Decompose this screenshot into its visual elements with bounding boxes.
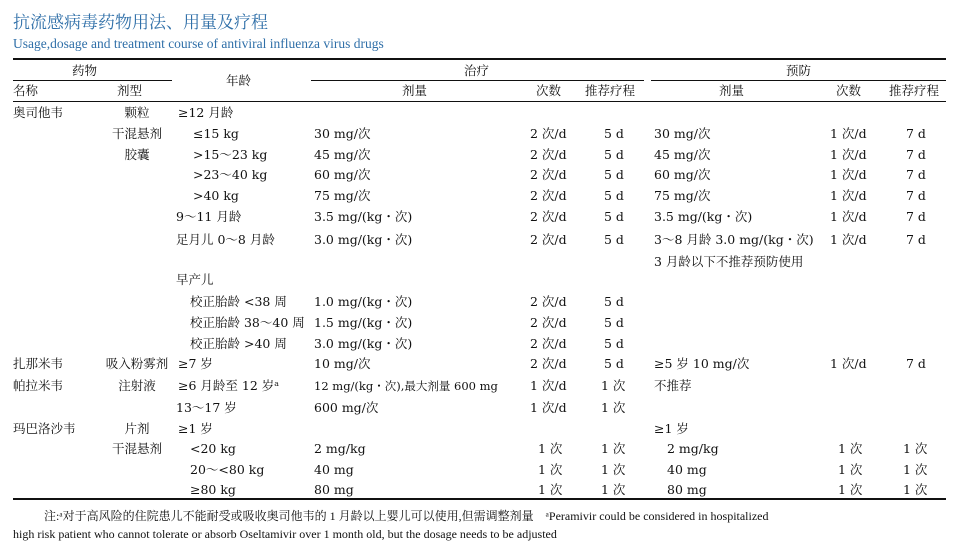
cell-p-freq: 1 次/d [830, 126, 867, 141]
cell-t-dose: 3.5 mg/(kg・次) [314, 209, 413, 224]
cell-age: ≤15 kg [193, 126, 239, 141]
cell-t-dose: 80 mg [314, 482, 354, 497]
cell-t-freq: 2 次/d [530, 188, 567, 203]
table-subtitle: Usage,dosage and treatment course of antiviral influenza virus drugs [13, 36, 384, 51]
header-treatment: 治疗 [464, 63, 490, 78]
cell-t-freq: 1 次/d [530, 378, 567, 393]
bottom-rule [13, 498, 946, 500]
prevention-group-rule [651, 80, 946, 81]
cell-p-freq: 1 次/d [830, 188, 867, 203]
cell-t-course: 5 d [604, 167, 624, 182]
cell-age: 校正胎龄 <38 周 [190, 294, 287, 309]
header-course: 推荐疗程 [585, 83, 636, 98]
cell-p-dose: 75 mg/次 [654, 188, 711, 203]
cell-p-dose: ≥1 岁 [654, 421, 689, 436]
treatment-group-rule [311, 80, 644, 81]
cell-t-freq: 2 次/d [530, 167, 567, 182]
cell-t-dose: 30 mg/次 [314, 126, 371, 141]
cell-t-dose: 45 mg/次 [314, 147, 371, 162]
cell-p-dose: 2 mg/kg [667, 441, 719, 456]
table-title: 抗流感病毒药物用法、用量及疗程 [13, 13, 268, 33]
header-drug: 药物 [72, 63, 98, 78]
cell-name: 帕拉米韦 [13, 378, 64, 393]
cell-t-freq: 1 次 [538, 462, 563, 477]
cell-t-course: 1 次 [601, 462, 626, 477]
cell-form: 颗粒 [124, 105, 150, 120]
cell-p-freq: 1 次 [838, 482, 863, 497]
cell-t-dose: 12 mg/(kg・次),最大剂量 600 mg [314, 379, 498, 393]
cell-t-course: 1 次 [601, 378, 626, 393]
cell-p-dose: 不推荐 [654, 378, 692, 393]
cell-t-course: 5 d [604, 126, 624, 141]
cell-t-freq: 1 次/d [530, 400, 567, 415]
cell-t-course: 1 次 [601, 441, 626, 456]
cell-t-dose: 60 mg/次 [314, 167, 371, 182]
cell-t-freq: 2 次/d [530, 232, 567, 247]
cell-t-course: 1 次 [601, 482, 626, 497]
cell-age: ≥80 kg [190, 482, 236, 497]
cell-age: ≥12 月龄 [178, 105, 234, 120]
cell-p-dose: 3～8 月龄 3.0 mg/(kg・次) [654, 232, 814, 247]
cell-p-course: 7 d [906, 232, 926, 247]
cell-age: >23～40 kg [193, 167, 268, 182]
cell-age: >15～23 kg [193, 147, 268, 162]
cell-age: 校正胎龄 38～40 周 [190, 315, 305, 330]
cell-age: 9～11 月龄 [176, 209, 242, 224]
cell-p-course: 7 d [906, 188, 926, 203]
cell-p-dose: 3.5 mg/(kg・次) [654, 209, 753, 224]
cell-p-dose: 45 mg/次 [654, 147, 711, 162]
drug-group-rule [13, 80, 172, 81]
header-prevention-course: 推荐疗程 [889, 83, 940, 98]
cell-p-dose: 80 mg [667, 482, 707, 497]
cell-name: 玛巴洛沙韦 [13, 421, 76, 436]
header-name: 名称 [13, 83, 39, 98]
cell-form: 片剂 [124, 421, 150, 436]
cell-t-course: 5 d [604, 147, 624, 162]
cell-t-freq: 2 次/d [530, 294, 567, 309]
cell-t-course: 1 次 [601, 400, 626, 415]
cell-p-dose: 60 mg/次 [654, 167, 711, 182]
cell-t-freq: 2 次/d [530, 356, 567, 371]
cell-p-dose: 3 月龄以下不推荐预防使用 [654, 254, 804, 269]
cell-t-course: 5 d [604, 315, 624, 330]
cell-t-course: 5 d [604, 209, 624, 224]
header-dose: 剂量 [402, 83, 428, 98]
cell-t-course: 5 d [604, 336, 624, 351]
footnote-line-2: high risk patient who cannot tolerate or absorb Oseltamivir over 1 month old, but the dosage needs to be adjusted [13, 527, 557, 541]
header-prevention-freq: 次数 [836, 83, 862, 98]
cell-p-course: 7 d [906, 356, 926, 371]
header-freq: 次数 [536, 83, 562, 98]
cell-t-dose: 2 mg/kg [314, 441, 366, 456]
cell-p-freq: 1 次/d [830, 356, 867, 371]
cell-p-course: 1 次 [903, 482, 928, 497]
cell-p-freq: 1 次 [838, 441, 863, 456]
cell-t-freq: 2 次/d [530, 209, 567, 224]
cell-age: 20～<80 kg [190, 462, 265, 477]
cell-name: 奥司他韦 [13, 105, 64, 120]
cell-t-course: 5 d [604, 188, 624, 203]
cell-t-freq: 2 次/d [530, 336, 567, 351]
cell-form: 注射液 [118, 378, 156, 393]
cell-p-course: 1 次 [903, 441, 928, 456]
cell-p-freq: 1 次/d [830, 147, 867, 162]
header-prevention: 预防 [786, 63, 812, 78]
cell-p-freq: 1 次/d [830, 167, 867, 182]
cell-t-dose: 10 mg/次 [314, 356, 371, 371]
cell-p-dose: 30 mg/次 [654, 126, 711, 141]
cell-t-dose: 75 mg/次 [314, 188, 371, 203]
cell-t-dose: 3.0 mg/(kg・次) [314, 336, 413, 351]
cell-p-dose: ≥5 岁 10 mg/次 [654, 356, 750, 371]
cell-age: <20 kg [190, 441, 236, 456]
cell-form: 干混悬剂 [111, 126, 162, 141]
top-rule [13, 58, 946, 60]
header-rule [13, 101, 946, 102]
cell-p-freq: 1 次/d [830, 209, 867, 224]
cell-age: 校正胎龄 >40 周 [190, 336, 287, 351]
cell-p-course: 1 次 [903, 462, 928, 477]
cell-age: ≥7 岁 [178, 356, 213, 371]
cell-age: 足月儿 0～8 月龄 [176, 232, 275, 247]
cell-t-dose: 1.0 mg/(kg・次) [314, 294, 413, 309]
footnote-line-1: 注:ᵃ对于高风险的住院患儿不能耐受或吸收奥司他韦的 1 月龄以上婴儿可以使用,但需调整剂量 ᵃPeramivir could be considered in hospitalized [44, 509, 769, 523]
cell-p-freq: 1 次 [838, 462, 863, 477]
cell-name: 扎那米韦 [13, 356, 64, 371]
cell-p-course: 7 d [906, 147, 926, 162]
cell-form: 胶囊 [124, 147, 150, 162]
cell-t-dose: 3.0 mg/(kg・次) [314, 232, 413, 247]
cell-p-course: 7 d [906, 126, 926, 141]
cell-t-course: 5 d [604, 294, 624, 309]
cell-t-course: 5 d [604, 232, 624, 247]
cell-t-dose: 600 mg/次 [314, 400, 379, 415]
cell-age: ≥6 月龄至 12 岁ᵃ [178, 378, 280, 393]
cell-age: 13～17 岁 [176, 400, 237, 415]
cell-form: 干混悬剂 [111, 441, 162, 456]
cell-t-freq: 1 次 [538, 482, 563, 497]
cell-age: >40 kg [193, 188, 239, 203]
header-prevention-dose: 剂量 [719, 83, 745, 98]
cell-age: ≥1 岁 [178, 421, 213, 436]
cell-p-dose: 40 mg [667, 462, 707, 477]
cell-t-course: 5 d [604, 356, 624, 371]
cell-form: 吸入粉雾剂 [105, 356, 169, 371]
cell-t-dose: 40 mg [314, 462, 354, 477]
cell-age: 早产儿 [176, 272, 214, 287]
header-form: 剂型 [117, 83, 143, 98]
cell-p-freq: 1 次/d [830, 232, 867, 247]
cell-t-freq: 1 次 [538, 441, 563, 456]
cell-p-course: 7 d [906, 167, 926, 182]
cell-t-freq: 2 次/d [530, 315, 567, 330]
header-age: 年龄 [226, 73, 252, 88]
cell-p-course: 7 d [906, 209, 926, 224]
cell-t-freq: 2 次/d [530, 147, 567, 162]
cell-t-dose: 1.5 mg/(kg・次) [314, 315, 413, 330]
cell-t-freq: 2 次/d [530, 126, 567, 141]
